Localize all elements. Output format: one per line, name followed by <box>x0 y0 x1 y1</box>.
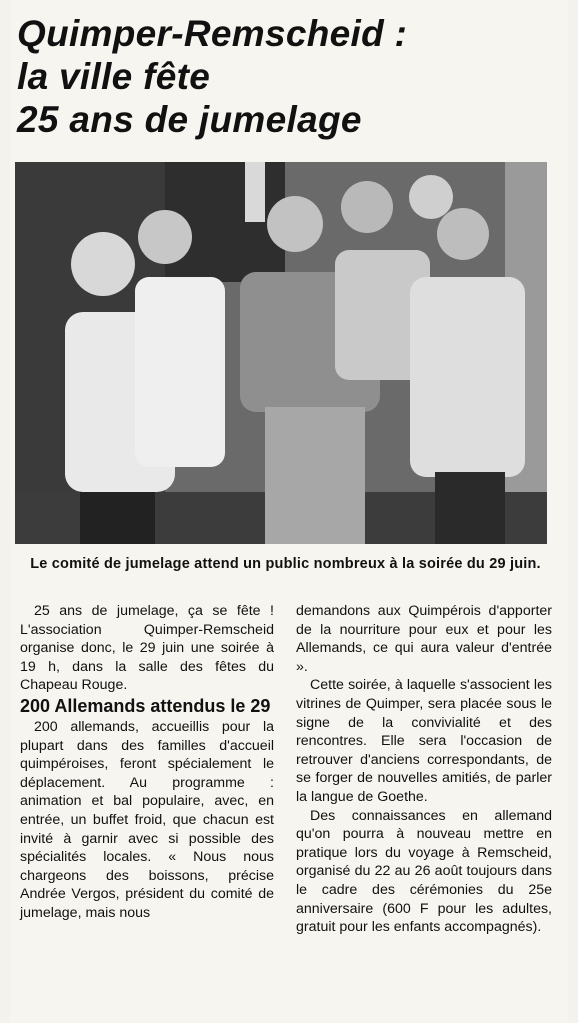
subheading: 200 Allemands attendus le 29 <box>20 695 271 716</box>
headline <box>17 12 557 141</box>
group-photo-image <box>15 162 547 544</box>
paragraph-visitors: 200 allemands, accueillis pour la plupart dans des familles d'accueil quimpéroises, feront spécialement le déplacement. Au programme : animation et bal populaire, avec, en entrée, un buffet froid, que chacun est invité à garnir avec si possible des spécialités locales. « Nous nous chargeons des boissons, précise Andrée Vergos, président du comité de jumelage, mais nous <box>20 718 274 921</box>
group-photo <box>15 162 547 544</box>
article-column-right <box>296 602 552 937</box>
paragraph-trip: Des connaissances en allemand qu'on pourra à nouveau mettre en pratique lors du voyage à Remscheid, organisé du 22 au 26 août toujours dans le cadre des cérémonies du 25e anniversaire (600 F pour les adultes, gratuit pour les enfants accompagnés). <box>296 807 552 936</box>
headline-line-2: la ville fête <box>17 56 211 97</box>
paragraph-continuation: demandons aux Quimpérois d'apporter de la nourriture pour eux et pour les Allemands, ce qui aura valeur d'entrée ». <box>296 603 552 675</box>
photo-caption: Le comité de jumelage attend un public nombreux à la soirée du 29 juin. <box>30 556 541 572</box>
article-column-left <box>20 602 274 923</box>
paragraph-evening: Cette soirée, à laquelle s'associent les vitrines de Quimper, sera placée sous le signe de la convivialité et des rencontres. Elle sera l'occasion de retrouver d'anciens correspondants, de se forger de nouvelles amitiés, de parler la langue de Goethe. <box>296 677 552 805</box>
headline-line-3: 25 ans de jumelage <box>17 99 362 140</box>
paragraph-intro: 25 ans de jumelage, ça se fête ! L'association Quimper-Remscheid organise donc, le 29 juin une soirée à 19 h, dans la salle des fêtes du Chapeau Rouge. <box>20 603 274 694</box>
headline-line-1: Quimper-Remscheid : <box>17 13 408 54</box>
